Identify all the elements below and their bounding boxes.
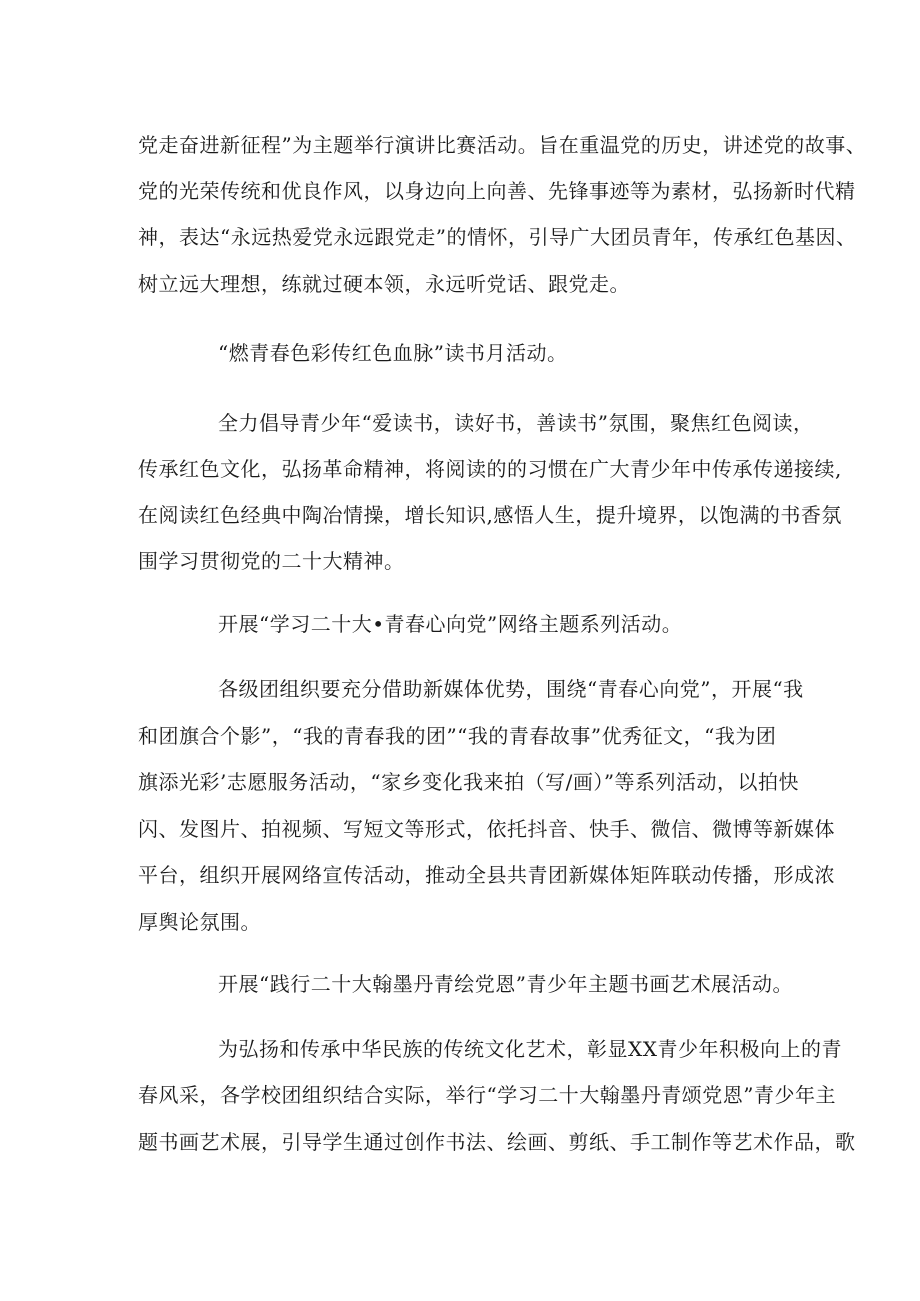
text-line: 树立远大理想，练就过硬本领，永远听党话、跟党走。 [138, 272, 630, 296]
section-heading: “燃青春色彩传红色血脉”读书月活动。 [218, 341, 568, 365]
text-line: 神，表达“永远热爱党永远跟党走”的情怀，引导广大团员青年，传承红色基因、 [138, 225, 857, 249]
text-line: 题书画艺术展，引导学生通过创作书法、绘画、剪纸、手工制作等艺术作品，歌 [138, 1130, 856, 1154]
text-line: 各级团组织要充分借助新媒体优势，围绕“青春心向党”，开展“我 [218, 677, 804, 701]
text-line: 旗添光彩’志愿服务活动，“家乡变化我来拍（写/画）”等系列活动，以拍快 [138, 770, 800, 794]
text-line: 党的光荣传统和优良作风，以身边向上向善、先锋事迹等为素材，弘扬新时代精 [138, 179, 856, 203]
text-line: 平台，组织开展网络宣传活动，推动全县共青团新媒体矩阵联动传播，形成浓 [138, 863, 835, 887]
text-line: 春风采，各学校团组织结合实际，举行“学习二十大翰墨丹青颂党恩”青少年主 [138, 1083, 836, 1107]
text-line: 传承红色文化，弘扬革命精神，将阅读的的习惯在广大青少年中传承传递接续, [138, 457, 842, 481]
text-line: 在阅读红色经典中陶冶情操，增长知识,感悟人生，提升境界，以饱满的书香氛 [138, 503, 842, 527]
text-line: 为弘扬和传承中华民族的传统文化艺术，彰显XX青少年积极向上的青 [218, 1037, 842, 1061]
text-line: 和团旗合个影”，“我的青春我的团”“我的青春故事”优秀征文，“我为团 [138, 724, 777, 748]
text-line: 党走奋进新征程”为主题举行演讲比赛活动。旨在重温党的历史，讲述党的故事、 [138, 133, 867, 157]
text-line: 全力倡导青少年“爱读书，读好书，善读书”氛围，聚焦红色阅读， [218, 411, 814, 435]
text-line: 厚舆论氛围。 [138, 910, 261, 934]
section-heading: 开展“学习二十大•青春心向党”网络主题系列活动。 [218, 612, 683, 636]
text-line: 围学习贯彻党的二十大精神。 [138, 549, 405, 573]
section-heading: 开展“践行二十大翰墨丹青绘党恩”青少年主题书画艺术展活动。 [218, 972, 793, 996]
text-line: 闪、发图片、拍视频、写短文等形式，依托抖音、快手、微信、微博等新媒体 [138, 817, 835, 841]
